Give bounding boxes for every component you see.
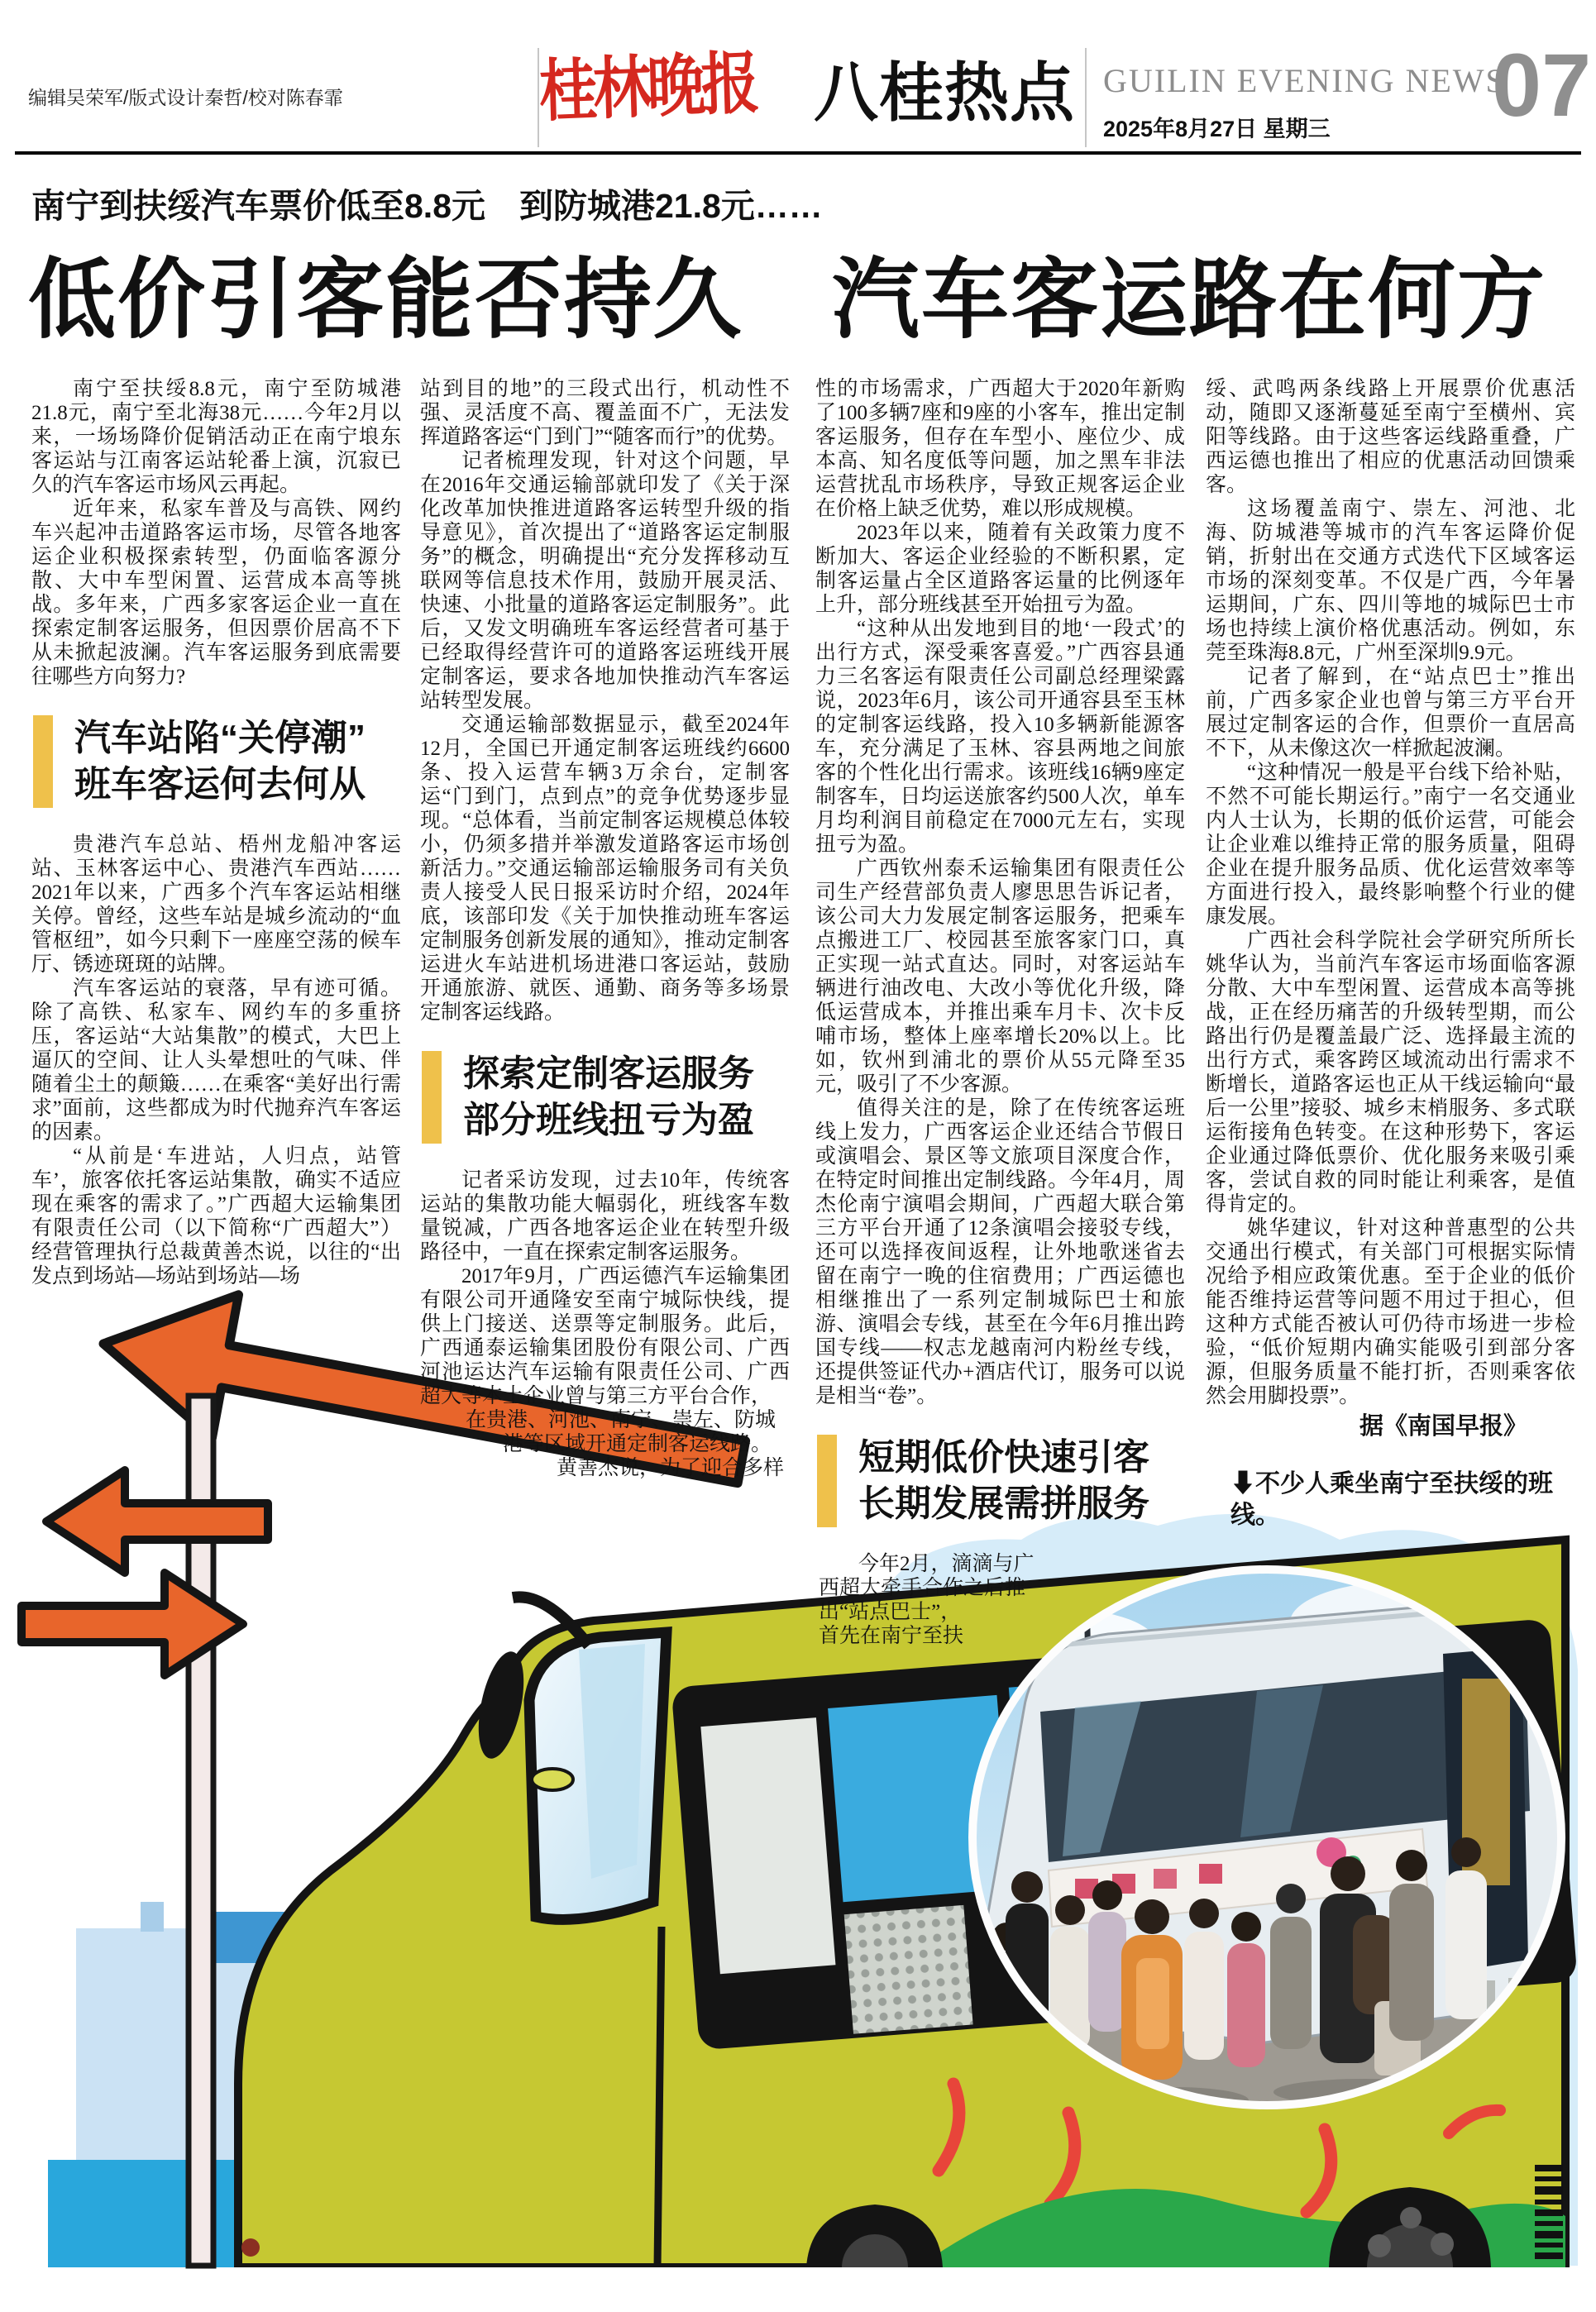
subhead-accent-bar: [33, 715, 53, 808]
newspaper-masthead: 桂林晚报: [538, 43, 757, 131]
paragraph: 这场覆盖南宁、崇左、河池、北海、防城港等城市的汽车客运降价促销，折射出在交通方式迭代下区域客运市场的深刻变革。不仅是广西，今年暑运期间，广东、四川等地的城际巴士市场也持续上演价格优惠活动。例如，东莞至珠海8.8元，广州至深圳9.9元。: [1206, 498, 1575, 664]
subhead-line: 班车客运何去何从: [74, 764, 366, 805]
section-subhead-1: [33, 715, 401, 808]
source-credit: 据《南国早报》: [1359, 1413, 1527, 1440]
wrapped-line: 今年2月，滴滴与广: [858, 1553, 1035, 1575]
paragraph: 2017年9月，广西运德汽车运输集团有限公司开通隆安至南宁城际快线，提供上门接送、送票等定制服务。此后，广西通泰运输集团股份有限公司、广西河池运达汽车运输有限责任公司、广西超大等本土企业曾与第三方平台合作，: [420, 1265, 790, 1407]
paragraph: 值得关注的是，除了在传统客运班线上发力，广西客运企业还结合节假日或演唱会、景区等文旅项目深度合作，在特定时间推出定制线路。今年4月，周杰伦南宁演唱会期间，广西超大联合第三方平台开通了12条演唱会接驳专线，还可以选择夜间返程，让外地歌迷省去留在南宁一晚的住宿费用；广西运德也相继推出了一系列定制城际巴士和旅游、演唱会专线，甚至在今年6月推出跨国专线——权志龙越南河内粉丝专线，还提供签证代办+酒店代订，服务可以说是相当“卷”。: [815, 1097, 1185, 1407]
barcode-detail: [1535, 2165, 1563, 2259]
paragraph: 绥、武鸣两条线路上开展票价优惠活动，随即又逐渐蔓延至南宁至横州、宾阳等线路。由于这些客运线路重叠，广西运德也推出了相应的优惠活动回馈乘客。: [1206, 378, 1575, 496]
english-title: GUILIN EVENING NEWS: [1103, 62, 1506, 99]
section-subhead-2: [422, 1051, 790, 1144]
editor-credits: 编辑吴荣军/版式设计秦哲/校对陈春霏: [28, 87, 343, 108]
wrapped-line: 港等区域开通定制客运线路。: [503, 1433, 772, 1455]
paragraph: “从前是‘车进站，人归点，站管车’，旅客依托客运站集散，确实不适应现在乘客的需求了。”广西超大运输集团有限责任公司（以下简称“广西超大”）经营管理执行总裁黄善杰说，以往的“出发点到场站—场站到场站—场: [31, 1145, 401, 1287]
subhead-line: 探索定制客运服务: [463, 1053, 754, 1094]
paragraph: 2023年以来，随着有关政策力度不断加大、客运企业经验的不断积累，定制客运量占全区道路客运量的比例逐年上升，部分班线甚至开始扭亏为盈。: [815, 522, 1185, 616]
paragraph: 贵港汽车总站、梧州龙船冲客运站、玉林客运中心、贵港汽车西站……2021年以来，广西多个汽车客运站相继关停。曾经，这些车站是城乡流动的“血管枢纽”，如今只剩下一座座空荡的候车厅、锈迹斑斑的站牌。: [31, 834, 401, 976]
article-column-3: [815, 377, 1185, 1648]
down-arrow-icon: ⬇: [1230, 1470, 1255, 1498]
wrapped-line: 首先在南宁至扶: [819, 1625, 964, 1647]
paragraph: 记者采访发现，过去10年，传统客运站的集散功能大幅弱化，班线客车数量锐减，广西各地客运企业在转型升级路径中，一直在探索定制客运服务。: [420, 1169, 790, 1263]
paragraph: 记者梳理发现，针对这个问题，早在2016年交通运输部就印发了《关于深化改革加快推进道路客运转型升级的指导意见》，首次提出了“道路客运定制服务”的概念，明确提出“充分发挥移动互联网等信息技术作用，鼓励开展灵活、快速、小批量的道路客运定制服务”。此后，又发文明确班车客运经营者可基于已经取得经营许可的道路客运班线开展定制客运，要求各地加快推动汽车客运站转型发展。: [420, 450, 790, 712]
main-headline: 低价引客能否持久 汽车客运路在何方: [28, 251, 1546, 349]
date-line: 2025年8月27日 星期三: [1103, 117, 1331, 141]
section-subhead-3: [817, 1435, 1185, 1527]
paragraph: 交通运输部数据显示，截至2024年12月，全国已开通定制客运班线约6600条、投入运营车辆3万余台，定制客运“门到门，点到点”的竞争优势逐步显现。“总体看，当前定制客运规模总体较小，仍须多措并举激发道路客运市场创新活力。”交通运输部运输服务司有关负责人接受人民日报采访时介绍，2024年底，该部印发《关于加快推动班车客运定制服务创新发展的通知》，推动定制客运进火车站进机场进港口客运站，鼓励开通旅游、就医、通勤、商务等多场景定制客运线路。: [420, 714, 790, 1024]
signpost-arrow-left: [46, 1470, 268, 1573]
subhead-accent-bar: [817, 1435, 837, 1527]
photo-caption-text: 不少人乘坐南宁至扶绥的班线。: [1230, 1470, 1553, 1529]
paragraph: 南宁至扶绥8.8元，南宁至防城港21.8元，南宁至北海38元……今年2月以来，一场场降价促销活动正在南宁埌东客运站与江南客运站轮番上演，沉寂已久的汽车客运市场风云再起。: [31, 378, 401, 496]
kicker: 南宁到扶绥汽车票价低至8.8元 到防城港21.8元……: [31, 187, 823, 225]
paragraph: 记者了解到，在“站点巴士”推出前，广西多家企业也曾与第三方平台开展过定制客运的合作，但票价一直居高不下，从未像这次一样掀起波澜。: [1206, 666, 1575, 760]
wrapped-line: 西超大牵手合作之后推: [819, 1577, 1026, 1599]
paragraph: “这种情况一般是平台线下给补贴，不然不可能长期运行。”南宁一名交通业内人士认为，长期的低价运营，可能会让企业难以维持正常的服务质量，阻碍企业在提升服务品质、优化运营效率等方面进行投入，最终影响整个行业的健康发展。: [1206, 762, 1575, 928]
subhead-accent-bar: [422, 1051, 442, 1144]
photo-caption: [1206, 1469, 1575, 1531]
subhead-line: 长期发展需拼服务: [858, 1483, 1149, 1524]
subhead-line: 短期低价快速引客: [858, 1437, 1149, 1478]
paragraph: 近年来，私家车普及与高铁、网约车兴起冲击道路客运市场，尽管各地客运企业积极探索转型，仍面临客源分散、大中车型闲置、运营成本高等挑战。多年来，广西多家客运企业一直在探索定制客运服务，但因票价居高不下从未掀起波澜。汽车客运服务到底需要往哪些方向努力?: [31, 498, 401, 688]
paragraph: 站到目的地”的三段式出行，机动性不强、灵活度不高、覆盖面不广，无法发挥道路客运“门到门”“随客而行”的优势。: [420, 378, 790, 448]
paragraph: 广西钦州泰禾运输集团有限责任公司生产经营部负责人廖思思告诉记者，该公司大力发展定制客运服务，把乘车点搬进工厂、校园甚至旅客家门口，真正实现一站式直达。同时，对客运站车辆进行油改电、大改小等优化升级，降低运营成本，并推出乘车月卡、次卡反哺市场，整体上座率增长20%以上。比如，钦州到浦北的票价从55元降至35元，吸引了不少客源。: [815, 857, 1185, 1096]
subhead-line: 部分班线扭亏为盈: [463, 1100, 754, 1140]
wrapped-line: 在贵港、河池、南宁、崇左、防城: [466, 1409, 776, 1431]
wrapped-line: 黄善杰说，为了迎合多样: [557, 1457, 785, 1479]
paragraph: 性的市场需求，广西超大于2020年新购了100多辆7座和9座的小客车，推出定制客运服务，但存在车型小、座位少、成本高、知名度低等问题，加之黑车非法运营扰乱市场秩序，导致正规客运企业在价格上缺乏优势，难以形成规模。: [815, 378, 1185, 520]
article-column-1: [31, 377, 401, 1288]
wrapped-line: 出“站点巴士”，: [819, 1601, 962, 1623]
page-number: 07: [1492, 35, 1592, 135]
section-title: 八桂热点: [814, 56, 1076, 129]
paragraph: 广西社会科学院社会学研究所所长姚华认为，当前汽车客运市场面临客源分散、大中车型闲置、运营成本高等挑战，正在经历痛苦的升级转型期，而公路出行仍是覆盖最广泛、选择最主流的出行方式，乘客跨区域流动出行需求不断增长，道路客运也正从干线运输向“最后一公里”接驳、城乡末梢服务、多式联运衔接角色转变。在这种形势下，客运企业通过降低票价、优化服务来吸引乘客，尝试自救的同时能让利乘客，是值得肯定的。: [1206, 929, 1575, 1216]
paragraph: “这种从出发地到目的地‘一段式’的出行方式，深受乘客喜爱。”广西容县通力三名客运有限责任公司副总经理梁露说，2023年6月，该公司开通容县至玉林的定制客运线路，投入10多辆新能源客车，充分满足了玉林、容县两地之间旅客的个性化出行需求。该班线16辆9座定制客车，日均运送旅客约500人次，单车月均利润目前稳定在7000元左右，实现扭亏为盈。: [815, 618, 1185, 856]
article-column-4: [1206, 377, 1575, 1531]
paragraph: 姚华建议，针对这种普惠型的公共交通出行模式，有关部门可根据实际情况给予相应政策优惠。至于企业的低价能否维持运营等问题不用过于担心，但这种方式能否被认可仍待市场进一步检验，“低价短期内确实能吸引到部分客源，但服务质量不能打折，否则乘客依然会用脚投票”。: [1206, 1217, 1575, 1407]
subhead-line: 汽车站陷“关停潮”: [74, 718, 366, 758]
article-column-2: [420, 377, 790, 1480]
paragraph: 汽车客运站的衰落，早有迹可循。除了高铁、私家车、网约车的多重挤压，客运站“大站集散”的模式，大巴上逼仄的空间、让人头晕想吐的气味、伴随着尘土的颠簸……在乘客“美好出行需求”面前，这些都成为时代抛弃汽车客运的因素。: [31, 977, 401, 1144]
